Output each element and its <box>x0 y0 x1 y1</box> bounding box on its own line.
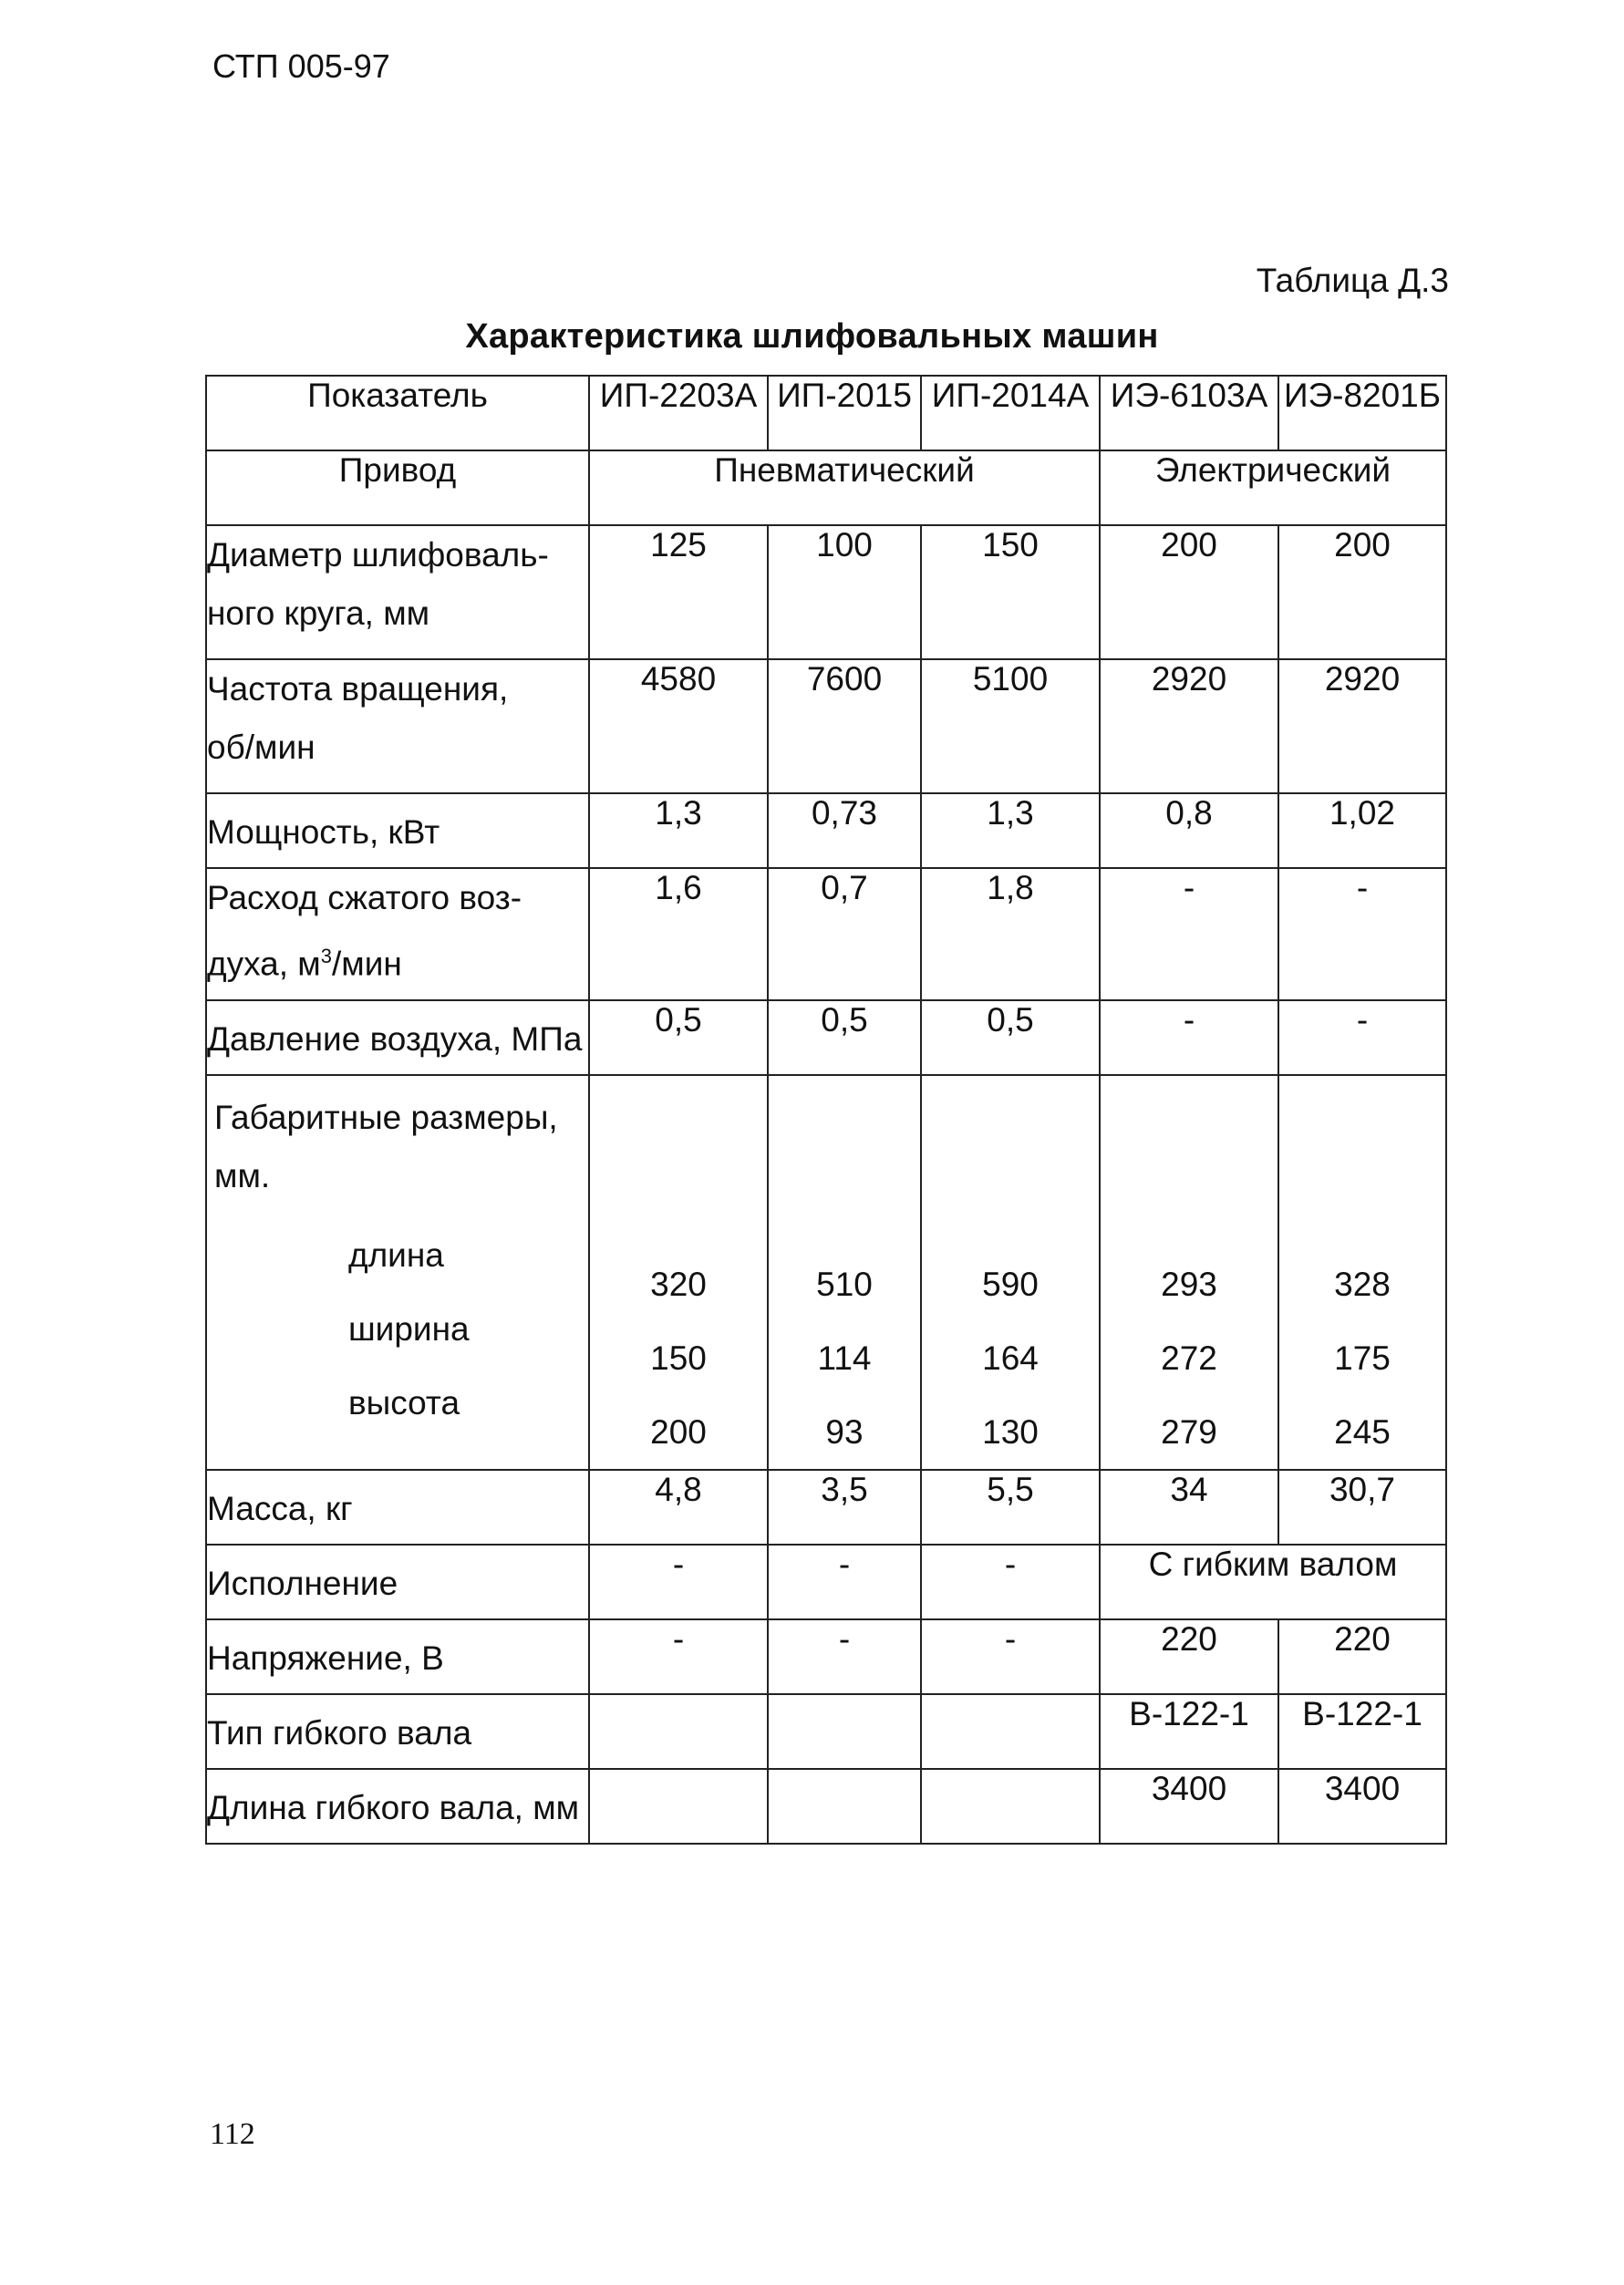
row-power <box>206 793 1446 868</box>
row-execution <box>206 1545 1446 1619</box>
label-line: ного круга, мм <box>207 595 430 632</box>
row-label: Масса, кг <box>206 1470 589 1545</box>
table-reference: Таблица Д.3 <box>1256 262 1449 299</box>
cell-value: 30,7 <box>1278 1470 1446 1545</box>
cell-value: 1,8 <box>921 868 1100 1000</box>
cell-value: 150 <box>921 525 1100 659</box>
row-label <box>206 868 589 1000</box>
header-model-ie6103a: ИЭ-6103А <box>1100 376 1278 450</box>
cell-value: 0,73 <box>768 793 921 868</box>
row-label: Привод <box>206 450 589 525</box>
cell-value: 100 <box>768 525 921 659</box>
cell-value: В-122-1 <box>1100 1694 1278 1769</box>
cell-value: 0,5 <box>921 1000 1100 1075</box>
length-value: 510 <box>816 1266 873 1303</box>
length-label: длина <box>348 1236 444 1274</box>
dimensions-cell <box>921 1075 1100 1470</box>
row-dimensions <box>206 1075 1446 1470</box>
length-value: 293 <box>1161 1266 1217 1303</box>
cell-value: 125 <box>589 525 768 659</box>
row-air-pressure <box>206 1000 1446 1075</box>
width-value: 164 <box>982 1339 1039 1377</box>
width-value: 175 <box>1334 1339 1391 1377</box>
row-label: Тип гибкого вала <box>206 1694 589 1769</box>
height-label: высота <box>348 1384 460 1422</box>
header-model-ip2014a: ИП-2014А <box>921 376 1100 450</box>
cell-value: - <box>921 1545 1100 1619</box>
width-value: 150 <box>650 1339 707 1377</box>
dimensions-cell <box>1100 1075 1278 1470</box>
cell-value: 3,5 <box>768 1470 921 1545</box>
cell-value: 0,7 <box>768 868 921 1000</box>
row-label <box>206 525 589 659</box>
cell-value: 4580 <box>589 659 768 793</box>
cell-value: 4,8 <box>589 1470 768 1545</box>
cell-value: 34 <box>1100 1470 1278 1545</box>
cell-value: - <box>1278 868 1446 1000</box>
header-indicator: Показатель <box>206 376 589 450</box>
cell-value: - <box>768 1545 921 1619</box>
row-mass <box>206 1470 1446 1545</box>
length-value: 320 <box>650 1266 707 1303</box>
cell-value: 220 <box>1278 1619 1446 1694</box>
cell-value: 5100 <box>921 659 1100 793</box>
cell-value: 0,8 <box>1100 793 1278 868</box>
row-speed <box>206 659 1446 793</box>
dimensions-cell <box>1278 1075 1446 1470</box>
drive-electric: Электрический <box>1100 450 1446 525</box>
cell-value: - <box>589 1545 768 1619</box>
height-value: 279 <box>1161 1413 1217 1451</box>
row-label: Напряжение, В <box>206 1619 589 1694</box>
execution-electric: С гибким валом <box>1100 1545 1446 1619</box>
label-part: /мин <box>332 945 402 983</box>
row-diameter <box>206 525 1446 659</box>
row-air-flow <box>206 868 1446 1000</box>
page-number: 112 <box>210 2117 255 2151</box>
cell-value: В-122-1 <box>1278 1694 1446 1769</box>
cell-value: - <box>1100 1000 1278 1075</box>
cell-value: - <box>589 1619 768 1694</box>
cell-value: 2920 <box>1100 659 1278 793</box>
dimensions-cell <box>768 1075 921 1470</box>
cell-value: 1,3 <box>589 793 768 868</box>
header-model-ie8201b: ИЭ-8201Б <box>1278 376 1446 450</box>
header-model-ip2015: ИП-2015 <box>768 376 921 450</box>
row-label <box>206 1075 589 1470</box>
cell-value <box>589 1769 768 1844</box>
superscript: 3 <box>320 945 332 967</box>
row-label: Длина гибкого вала, мм <box>206 1769 589 1844</box>
cell-value: 200 <box>1100 525 1278 659</box>
label-line: Диаметр шлифоваль- <box>207 536 549 574</box>
label-part: духа, м <box>207 945 321 983</box>
height-value: 130 <box>982 1413 1039 1451</box>
row-label: Исполнение <box>206 1545 589 1619</box>
table-title: Характеристика шлифовальных машин <box>465 317 1159 356</box>
cell-value: - <box>1278 1000 1446 1075</box>
label-line: мм. <box>214 1157 271 1194</box>
header-model-ip2203a: ИП-2203А <box>589 376 768 450</box>
table-header-row <box>206 376 1446 450</box>
width-label: ширина <box>348 1310 470 1348</box>
row-shaft-length <box>206 1769 1446 1844</box>
cell-value: 3400 <box>1278 1769 1446 1844</box>
label-line: Расход сжатого воз- <box>207 879 522 916</box>
cell-value: - <box>921 1619 1100 1694</box>
cell-value <box>589 1694 768 1769</box>
cell-value: - <box>1100 868 1278 1000</box>
cell-value: 3400 <box>1100 1769 1278 1844</box>
cell-value <box>921 1694 1100 1769</box>
cell-value: 7600 <box>768 659 921 793</box>
height-value: 245 <box>1334 1413 1391 1451</box>
width-value: 272 <box>1161 1339 1217 1377</box>
cell-value: 1,3 <box>921 793 1100 868</box>
cell-value <box>921 1769 1100 1844</box>
cell-value: 0,5 <box>768 1000 921 1075</box>
row-shaft-type <box>206 1694 1446 1769</box>
row-label: Мощность, кВт <box>206 793 589 868</box>
label-line: Габаритные размеры, <box>214 1099 558 1136</box>
document-code: СТП 005-97 <box>212 47 390 85</box>
height-value: 200 <box>650 1413 707 1451</box>
row-voltage <box>206 1619 1446 1694</box>
row-label <box>206 659 589 793</box>
dimensions-cell <box>589 1075 768 1470</box>
drive-pneumatic: Пневматический <box>589 450 1100 525</box>
cell-value: 1,6 <box>589 868 768 1000</box>
width-value: 114 <box>817 1339 872 1377</box>
label-line: об/мин <box>207 729 315 766</box>
cell-value: 1,02 <box>1278 793 1446 868</box>
length-value: 590 <box>982 1266 1039 1303</box>
cell-value <box>768 1694 921 1769</box>
row-label: Давление воздуха, МПа <box>206 1000 589 1075</box>
cell-value: 5,5 <box>921 1470 1100 1545</box>
row-drive <box>206 450 1446 525</box>
cell-value: 0,5 <box>589 1000 768 1075</box>
cell-value: 200 <box>1278 525 1446 659</box>
cell-value: 220 <box>1100 1619 1278 1694</box>
label-line: Частота вращения, <box>207 670 509 708</box>
label-line <box>207 927 588 993</box>
cell-value <box>768 1769 921 1844</box>
length-value: 328 <box>1334 1266 1391 1303</box>
specs-table <box>205 375 1447 1845</box>
height-value: 93 <box>825 1413 864 1451</box>
cell-value: 2920 <box>1278 659 1446 793</box>
cell-value: - <box>768 1619 921 1694</box>
